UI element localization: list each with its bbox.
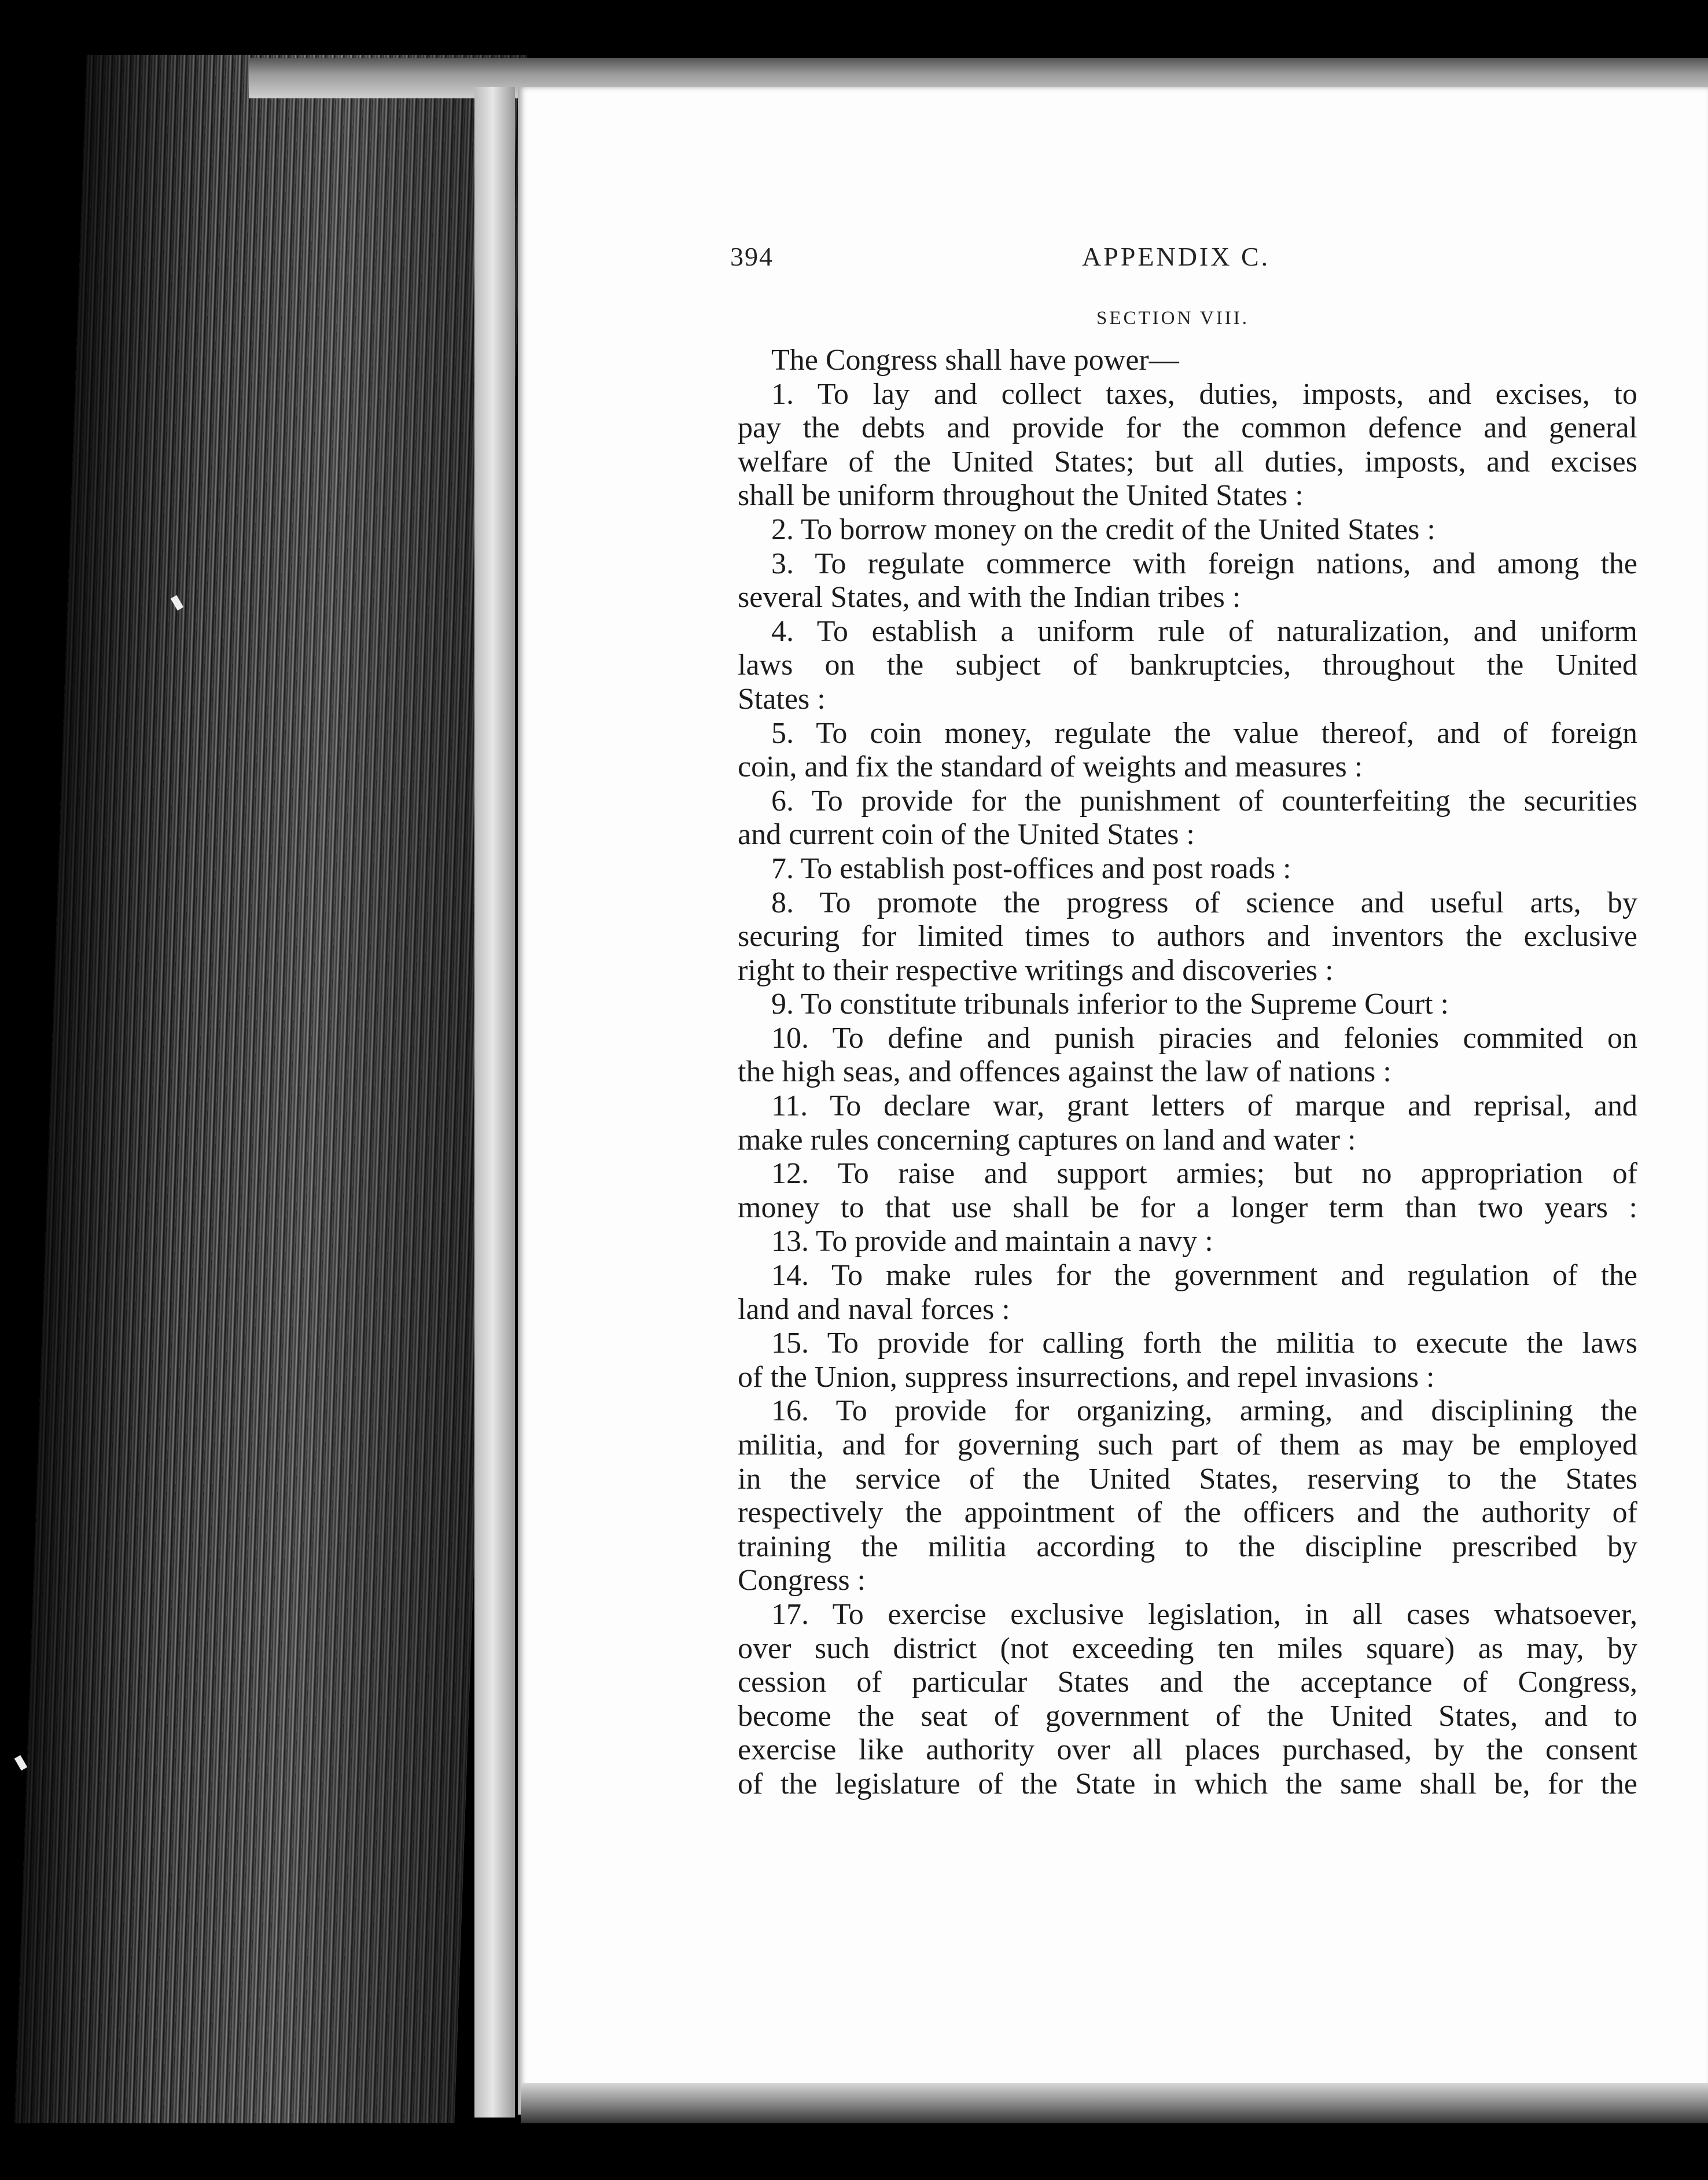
text-line: 16. To provide for organizing, arming, and disciplining the xyxy=(771,1394,1637,1428)
text-line: 13. To provide and maintain a navy : xyxy=(771,1225,1213,1258)
text-line: States : xyxy=(738,682,826,716)
text-line: make rules concerning captures on land and water : xyxy=(738,1123,1356,1157)
text-line: land and naval forces : xyxy=(738,1292,1010,1326)
text-line: exercise like authority over all places purchased, by the consent xyxy=(738,1733,1637,1767)
text-line: Congress : xyxy=(738,1564,866,1597)
text-line: 1. To lay and collect taxes, duties, imposts, and excises, to xyxy=(771,377,1637,411)
text-line: of the legislature of the State in which the same shall be, for the xyxy=(738,1767,1637,1800)
text-line: 5. To coin money, regulate the value thereof, and of foreign xyxy=(771,716,1637,750)
text-line: 17. To exercise exclusive legislation, in all cases whatsoever, xyxy=(771,1597,1637,1631)
text-line: 2. To borrow money on the credit of the United States : xyxy=(771,513,1435,546)
text-line: several States, and with the Indian tribes : xyxy=(738,581,1241,614)
text-line: laws on the subject of bankruptcies, throughout the United xyxy=(738,649,1637,682)
text-line: 4. To establish a uniform rule of naturalization, and uniform xyxy=(771,614,1637,648)
text-line: 3. To regulate commerce with foreign nations, and among the xyxy=(771,547,1637,580)
page-number: 394 xyxy=(730,242,774,271)
text-line: 9. To constitute tribunals inferior to the Supreme Court : xyxy=(771,988,1449,1021)
text-line: securing for limited times to authors and inventors the exclusive xyxy=(738,920,1637,953)
text-line: money to that use shall be for a longer term than two years : xyxy=(738,1191,1637,1224)
text-line: cession of particular States and the acceptance of Congress, xyxy=(738,1666,1637,1699)
text-line: militia, and for governing such part of them as may be employed xyxy=(738,1428,1637,1461)
text-line: 15. To provide for calling forth the militia to execute the laws xyxy=(771,1327,1637,1360)
text-line: over such district (not exceeding ten miles square) as may, by xyxy=(738,1632,1637,1665)
text-line: right to their respective writings and discoveries : xyxy=(738,953,1334,987)
text-line: become the seat of government of the United States, and to xyxy=(738,1699,1637,1733)
section-heading: SECTION VIII. xyxy=(1096,308,1250,329)
text-line: respectively the appointment of the officers and the authority of xyxy=(738,1496,1637,1530)
text-line: of the Union, suppress insurrections, and repel invasions : xyxy=(738,1360,1435,1394)
text-line: shall be uniform throughout the United States : xyxy=(738,479,1304,513)
text-line: 12. To raise and support armies; but no appropriation of xyxy=(771,1157,1637,1191)
text-line: 8. To promote the progress of science and useful arts, by xyxy=(771,886,1637,919)
text-line: welfare of the United States; but all duties, imposts, and excises xyxy=(738,445,1637,478)
scan-speck xyxy=(14,1755,27,1771)
text-line: in the service of the United States, reserving to the States xyxy=(738,1462,1637,1496)
running-head: APPENDIX C. xyxy=(1082,242,1271,271)
text-line: The Congress shall have power— xyxy=(771,344,1179,377)
book-gutter xyxy=(474,87,515,2118)
text-line: and current coin of the United States : xyxy=(738,818,1195,852)
text-line: 14. To make rules for the government and regulation of the xyxy=(771,1259,1637,1292)
book-page-edges xyxy=(14,55,527,2123)
text-line: 11. To declare war, grant letters of marque and reprisal, and xyxy=(771,1089,1637,1123)
book-bottom-edge xyxy=(521,2083,1708,2123)
text-line: 7. To establish post-offices and post roads : xyxy=(771,852,1291,885)
text-line: coin, and fix the standard of weights and measures : xyxy=(738,750,1363,784)
text-line: the high seas, and offences against the law of nations : xyxy=(738,1055,1392,1089)
body-text xyxy=(738,344,1637,1802)
text-line: pay the debts and provide for the common defence and general xyxy=(738,411,1637,445)
text-line: 6. To provide for the punishment of counterfeiting the securities xyxy=(771,784,1637,818)
text-line: training the militia according to the discipline prescribed by xyxy=(738,1530,1637,1563)
text-line: 10. To define and punish piracies and felonies commited on xyxy=(771,1021,1637,1055)
